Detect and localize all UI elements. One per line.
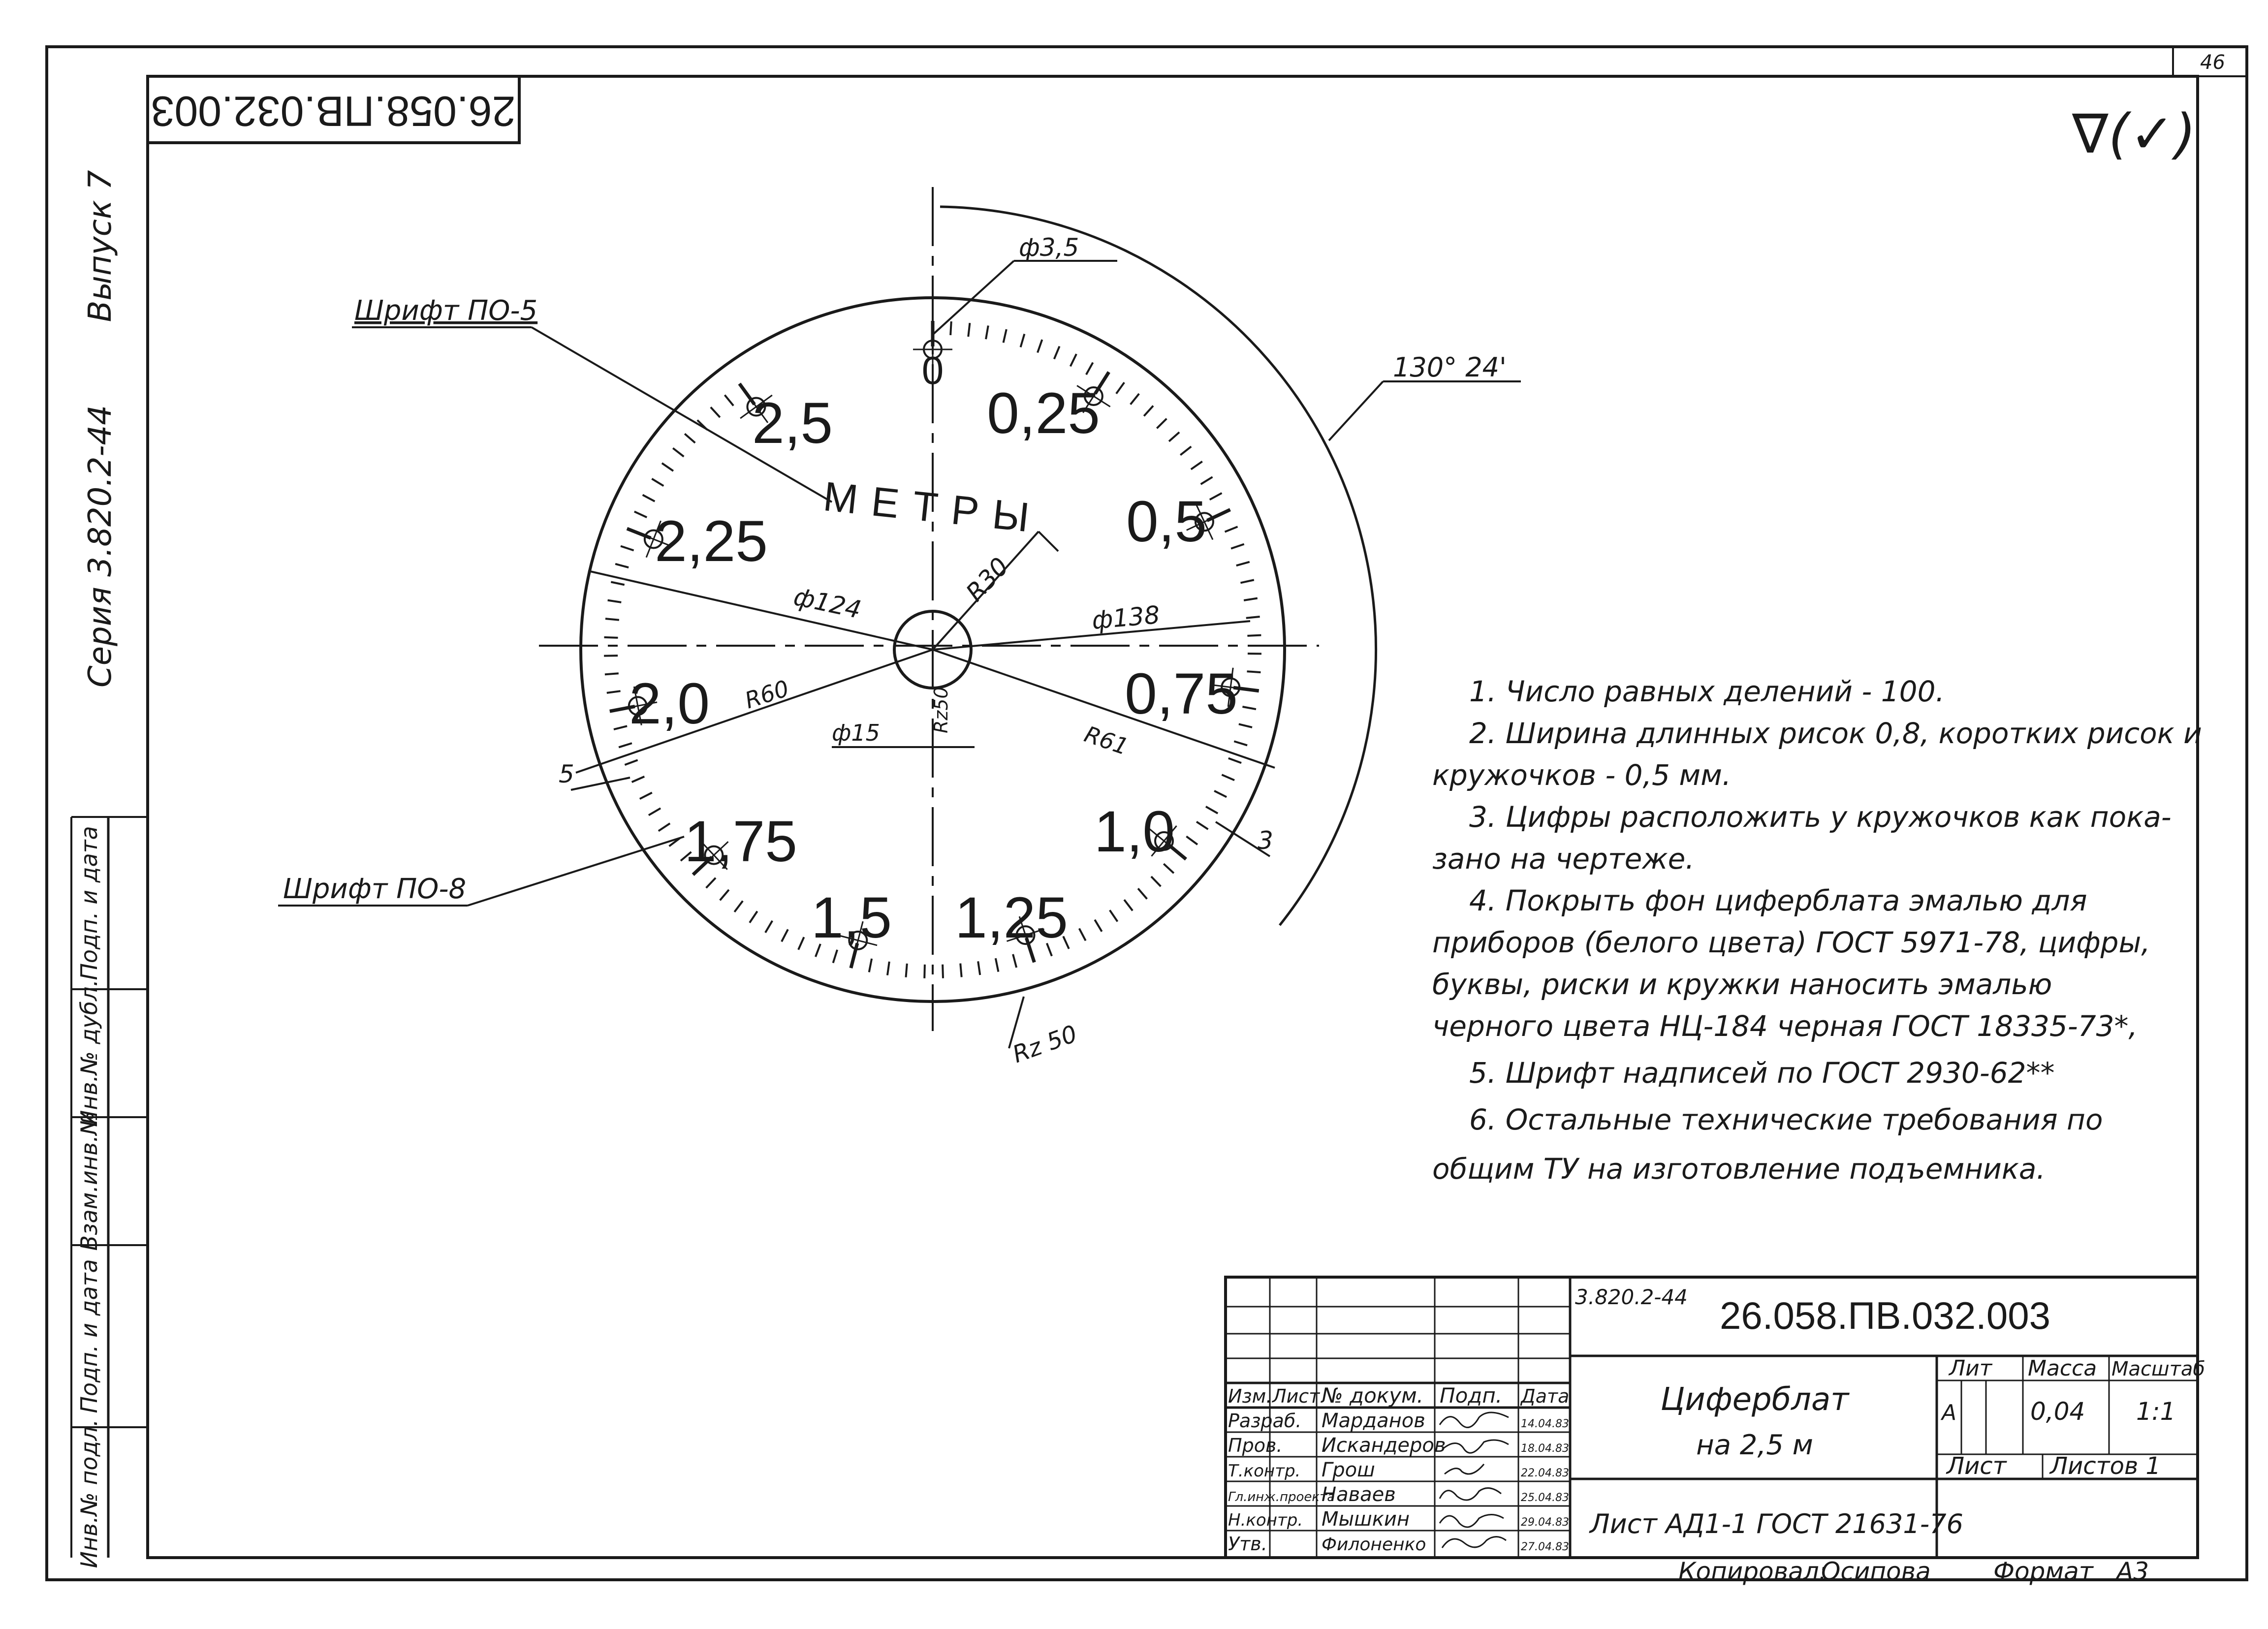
- dial-tick: [1236, 562, 1250, 565]
- dial-tick: [1214, 791, 1227, 797]
- note-line-2: 2. Ширина длинных рисок 0,8, коротких рисок и: [1469, 717, 2202, 750]
- tb-name-6: Филоненко: [1322, 1535, 1426, 1555]
- dial-tick: [996, 958, 999, 971]
- tb-role-2: Пров.: [1228, 1435, 1283, 1456]
- dial-tick: [986, 326, 988, 340]
- dial-tick: [1228, 758, 1241, 763]
- dial-tick: [662, 463, 673, 471]
- tb-role-5: Н.контр.: [1228, 1510, 1303, 1530]
- dim-r60: R60: [741, 675, 792, 714]
- dial-tick: [1124, 900, 1133, 910]
- r30-line-ext: [1039, 532, 1058, 551]
- tb-header-sign: Подп.: [1440, 1383, 1503, 1408]
- tb-series-ref: 3.820.2-44: [1575, 1285, 1688, 1309]
- label-2-0: 2,0: [629, 671, 710, 736]
- dial-tick: [906, 964, 907, 977]
- dial-tick: [685, 434, 695, 442]
- signature-2: [1442, 1440, 1509, 1453]
- dial-tick: [615, 564, 629, 567]
- dial-tick: [659, 823, 670, 831]
- label-1-75: 1,75: [684, 809, 797, 874]
- five-leader: [571, 778, 630, 790]
- notes: [1432, 675, 2202, 1186]
- tb-scale-value: 1:1: [2136, 1397, 2176, 1426]
- dim-angle: 130° 24': [1393, 352, 1507, 383]
- tb-designation: 26.058.ПВ.032.003: [1720, 1294, 2050, 1337]
- dial-tick: [720, 890, 729, 900]
- binding-cell-2: Инв.№ дубл.: [76, 979, 102, 1128]
- dim-rz-center: Rz50: [930, 687, 952, 733]
- tb-sheets-label: Листов 1: [2050, 1452, 2161, 1480]
- tb-date-3: 22.04.83: [1521, 1467, 1569, 1479]
- note-line-1: 1. Число равных делений - 100.: [1469, 675, 1945, 708]
- dial-tick: [632, 777, 645, 782]
- tb-role-1: Разраб.: [1228, 1410, 1302, 1432]
- dial-tick: [924, 965, 925, 978]
- dial-tick: [711, 407, 720, 417]
- dial-tick: [782, 929, 788, 941]
- dial-tick: [1157, 419, 1166, 429]
- dial-tick: [968, 323, 970, 337]
- note-line-3: кружочков - 0,5 мм.: [1432, 758, 1732, 792]
- angle-leader: [1329, 381, 1383, 440]
- dial-tick: [1222, 775, 1234, 780]
- dial: [278, 187, 1521, 1068]
- tb-lit-value: А: [1942, 1400, 1957, 1425]
- tb-date-5: 29.04.83: [1521, 1516, 1569, 1529]
- label-2-25: 2,25: [655, 509, 768, 574]
- tb-date-1: 14.04.83: [1521, 1418, 1569, 1430]
- copied-label: Копировал:: [1678, 1557, 1827, 1586]
- tb-name-5: Мышкин: [1322, 1508, 1410, 1531]
- dial-tick: [1071, 354, 1076, 366]
- tb-header-lit: Лит: [1949, 1356, 1992, 1381]
- dial-tick: [643, 495, 655, 501]
- tb-header-massa: Масса: [2028, 1356, 2097, 1381]
- dim-three: 3: [1258, 826, 1273, 855]
- dial-tick: [1054, 346, 1060, 359]
- dial-tick: [605, 619, 619, 620]
- dial-tick: [1038, 340, 1042, 352]
- dim-r61: R61: [1081, 721, 1132, 760]
- dial-tick: [634, 511, 647, 517]
- binding-seriya: Серия 3.820.2-44: [82, 405, 119, 688]
- binding-vypusk: Выпуск 7: [82, 170, 119, 322]
- dial-tick: [1110, 910, 1118, 921]
- callout-font-bottom: Шрифт ПО-8: [283, 873, 467, 905]
- dial-tick: [625, 760, 637, 765]
- note-line-11: 6. Остальные технические требования по: [1469, 1103, 2103, 1136]
- dial-tick: [798, 937, 804, 950]
- dim-five: 5: [559, 760, 574, 788]
- dial-tick: [1210, 493, 1222, 500]
- dial-tick: [1244, 598, 1258, 600]
- tb-name-line-1: Циферблат: [1660, 1381, 1849, 1418]
- tb-sheet-label: Лист: [1947, 1452, 2007, 1480]
- dial-tick: [614, 726, 627, 729]
- note-line-10: 5. Шрифт надписей по ГОСТ 2930-62**: [1469, 1056, 2055, 1090]
- dial-tick: [1186, 836, 1197, 845]
- dial-tick: [1180, 446, 1191, 455]
- tb-material: Лист АД1-1 ГОСТ 21631-76: [1590, 1508, 1963, 1539]
- label-1-5: 1,5: [811, 885, 892, 950]
- dial-tick: [869, 959, 872, 972]
- dial-tick: [1191, 462, 1202, 470]
- tb-header-doc: № докум.: [1322, 1383, 1424, 1408]
- tb-date-2: 18.04.83: [1521, 1442, 1569, 1455]
- dial-tick: [652, 479, 663, 486]
- dial-tick: [1239, 724, 1252, 727]
- note-line-9: черного цвета НЦ-184 черная ГОСТ 18335-73*,: [1432, 1009, 2138, 1043]
- dial-tick: [833, 950, 837, 963]
- dial-tick: [1169, 432, 1179, 441]
- dial-tick: [607, 691, 621, 693]
- dial-tick: [1225, 527, 1238, 532]
- dial-tick: [978, 961, 980, 975]
- tb-header-date: Дата: [1521, 1385, 1570, 1407]
- dial-tick: [1206, 807, 1218, 814]
- dial-tick: [1131, 394, 1139, 405]
- binding-cell-1: Подп. и дата: [76, 826, 102, 980]
- dial-tick: [765, 921, 772, 933]
- binding-cell-3: Взам.инв.№: [76, 1111, 102, 1251]
- tb-name-3: Грош: [1322, 1459, 1375, 1481]
- tb-mass-value: 0,04: [2030, 1397, 2085, 1426]
- label-2-5: 2,5: [752, 391, 833, 456]
- tb-name-4: Наваев: [1322, 1483, 1396, 1506]
- dial-tick: [724, 395, 733, 406]
- dial-tick: [604, 637, 618, 638]
- dial-tick: [1144, 406, 1153, 416]
- dial-tick: [619, 743, 632, 747]
- label-1-0: 1,0: [1094, 799, 1175, 864]
- dial-tick: [734, 901, 743, 912]
- note-line-5: зано на чертеже.: [1432, 842, 1695, 876]
- binding-cell-4: Подп. и дата: [76, 1259, 102, 1413]
- dial-tick: [1231, 544, 1244, 549]
- signature-3: [1445, 1464, 1484, 1474]
- dial-tick: [621, 546, 634, 551]
- dial-tick: [1242, 707, 1256, 709]
- label-0-75: 0,75: [1125, 661, 1238, 726]
- tb-header-scale: Масштаб: [2111, 1358, 2205, 1380]
- dial-tick: [1004, 329, 1007, 343]
- tb-role-4: Гл.инж.проекта: [1228, 1490, 1335, 1504]
- tb-role-3: Т.контр.: [1228, 1461, 1301, 1481]
- dim-d3-5: ф3,5: [1019, 233, 1079, 262]
- d124-line: [588, 571, 933, 650]
- dial-tick: [1116, 382, 1124, 394]
- tb-header-izm: Изм.: [1228, 1385, 1272, 1407]
- tb-name-1: Марданов: [1322, 1410, 1425, 1432]
- dial-tick: [887, 962, 889, 975]
- label-1-25: 1,25: [955, 885, 1068, 950]
- dial-tick: [1151, 877, 1161, 886]
- dim-d124: ф124: [791, 582, 864, 625]
- tb-date-6: 27.04.83: [1521, 1541, 1569, 1553]
- label-0-25: 0,25: [987, 381, 1100, 446]
- signature-5: [1440, 1515, 1504, 1528]
- dial-tick: [640, 793, 652, 799]
- roughness-mark: ∇(✓): [2072, 102, 2196, 165]
- top-code: 26.058.ПВ.032.003: [151, 87, 516, 135]
- dial-tick: [960, 964, 961, 977]
- dial-tick: [673, 448, 684, 457]
- dial-tick: [1197, 822, 1208, 829]
- font-bottom-leader: [468, 837, 684, 906]
- signature-4: [1440, 1488, 1501, 1500]
- dim-rz-edge: Rz 50: [1008, 1020, 1081, 1069]
- dial-tick: [1164, 864, 1174, 873]
- tb-name-2: Искандеров: [1322, 1434, 1446, 1457]
- tb-role-6: Утв.: [1228, 1533, 1267, 1555]
- word-metry: МЕТРЫ: [821, 472, 1045, 542]
- dial-tick: [608, 600, 622, 602]
- dial-tick: [649, 808, 661, 815]
- dial-tick: [1234, 741, 1247, 745]
- dial-tick: [1138, 888, 1147, 899]
- note-line-7: приборов (белого цвета) ГОСТ 5971-78, цифры,: [1432, 926, 2150, 959]
- note-line-8: буквы, риски и кружки наносить эмалью: [1432, 968, 2052, 1001]
- tb-header-list: Лист: [1272, 1385, 1320, 1407]
- dial-tick: [1086, 363, 1093, 375]
- label-zero-mark: 0: [921, 348, 944, 392]
- tb-name-line-2: на 2,5 м: [1696, 1429, 1813, 1461]
- signature-6: [1442, 1537, 1506, 1548]
- note-line-6: 4. Покрыть фон циферблата эмалью для: [1469, 884, 2087, 917]
- dial-tick: [706, 878, 716, 888]
- binding-strip: [71, 170, 148, 1568]
- dial-tick: [1013, 954, 1016, 968]
- dial-tick: [1021, 334, 1025, 347]
- signature-1: [1440, 1412, 1509, 1427]
- dial-tick: [605, 673, 619, 674]
- title-block: [1226, 1277, 2205, 1586]
- tb-date-4: 25.04.83: [1521, 1492, 1569, 1504]
- dial-tick: [1246, 617, 1260, 618]
- dial-tick: [1079, 929, 1086, 941]
- format-value: А3: [2116, 1557, 2149, 1586]
- label-0-5: 0,5: [1126, 489, 1207, 554]
- copied-by: Осипова: [1821, 1557, 1931, 1586]
- note-line-12: общим ТУ на изготовление подъемника.: [1432, 1152, 2046, 1186]
- dial-tick: [1201, 477, 1213, 484]
- dial-tick: [750, 911, 757, 923]
- callout-font-top: Шрифт ПО-5: [354, 295, 538, 327]
- dial-tick: [1247, 671, 1260, 672]
- dim-d15: ф15: [832, 720, 880, 746]
- dial-tick: [1247, 635, 1261, 636]
- dial-tick: [1240, 580, 1254, 583]
- binding-cell-5: Инв.№ подл.: [76, 1419, 102, 1568]
- dial-tick: [1095, 920, 1102, 932]
- format-label: Формат: [1993, 1557, 2093, 1586]
- dial-tick: [611, 582, 624, 585]
- dial-tick: [950, 321, 951, 335]
- dim-r30: R30: [960, 552, 1014, 607]
- note-line-4: 3. Цифры расположить у кружочков как пока-: [1469, 800, 2172, 834]
- dim-d138: ф138: [1090, 600, 1161, 635]
- page-number: 46: [2200, 51, 2225, 74]
